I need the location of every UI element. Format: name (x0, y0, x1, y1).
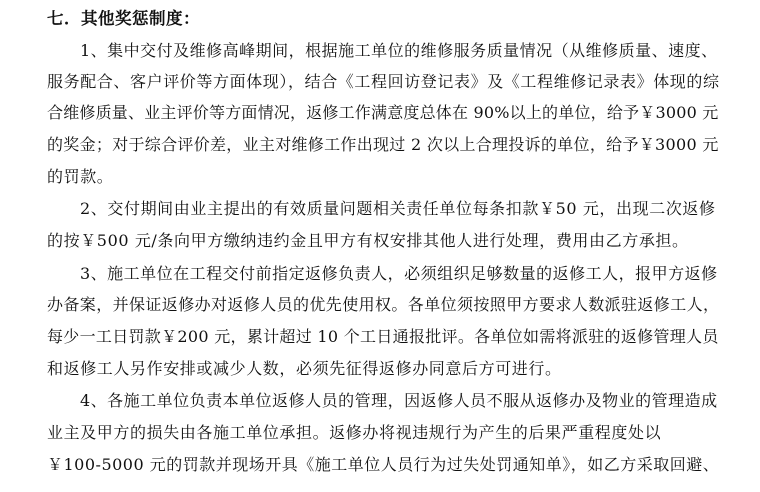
section-heading: 七．其他奖惩制度： (47, 9, 200, 28)
paragraph-line: 业主及甲方的损失由各施工单位承担。返修办将视违规行为产生的后果严重程度处以 (47, 423, 662, 442)
paragraph-line: 2、交付期间由业主提出的有效质量问题相关责任单位每条扣款￥50 元，出现二次返修 (80, 199, 716, 218)
paragraph-line: 的罚款。 (47, 167, 114, 186)
paragraph-line: 1、集中交付及维修高峰期间，根据施工单位的维修服务质量情况（从维修质量、速度、 (80, 41, 718, 60)
paragraph-line: 3、施工单位在工程交付前指定返修负责人，必须组织足够数量的返修工人，报甲方返修 (80, 264, 718, 283)
paragraph-line: 4、各施工单位负责本单位返修人员的管理，因返修人员不服从返修办及物业的管理造成 (80, 391, 718, 410)
paragraph-line: 和返修工人另作安排或减少人数，必须先征得返修办同意后方可进行。 (47, 359, 562, 378)
paragraph-line: 办备案，并保证返修办对返修人员的优先使用权。各单位须按照甲方要求人数派驻返修工人， (47, 295, 720, 314)
paragraph-line: 服务配合、客户评价等方面体现），结合《工程回访登记表》及《工程维修记录表》体现的综 (47, 72, 720, 91)
paragraph-line: 的奖金；对于综合评价差，业主对维修工作出现过 2 次以上合理投诉的单位，给予￥3000 元 (47, 135, 719, 154)
paragraph-line: ￥100-5000 元的罚款并现场开具《施工单位人员行为过失处罚通知单》，如乙方采取回避、 (47, 455, 720, 474)
paragraph-line: 合维修质量、业主评价等方面情况，返修工作满意度总体在 90%以上的单位，给予￥3000 元 (47, 103, 719, 122)
paragraph-line: 每少一工日罚款￥200 元，累计超过 10 个工日通报批评。各单位如需将派驻的返修管理人员 (47, 327, 719, 346)
paragraph-line: 的按￥500 元/条向甲方缴纳违约金且甲方有权安排其他人进行处理，费用由乙方承担。 (47, 231, 689, 250)
